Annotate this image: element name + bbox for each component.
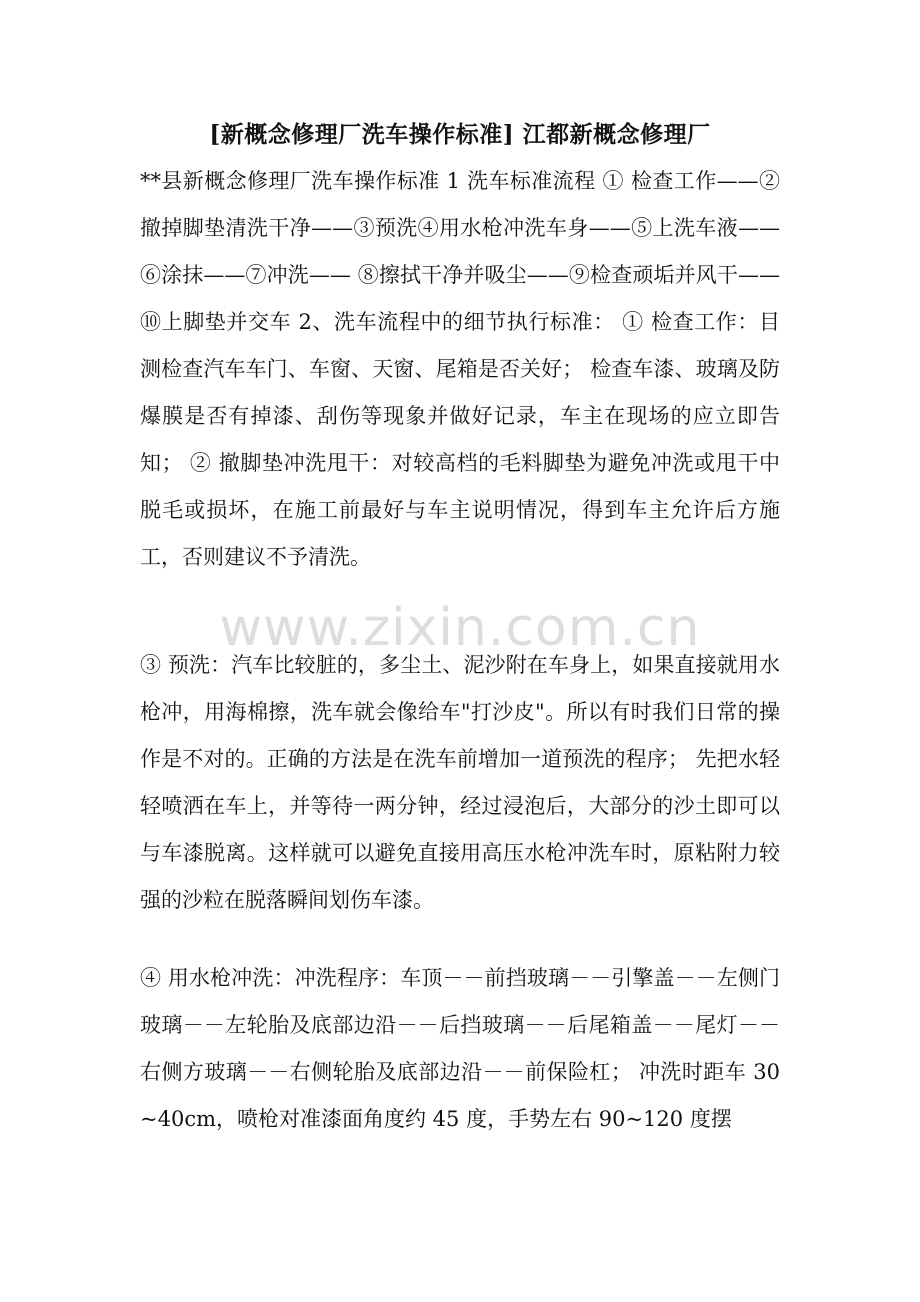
paragraph-prewash: ③ 预洗：汽车比较脏的，多尘土、泥沙附在车身上，如果直接就用水枪冲，用海棉擦，洗车就会像给车"打沙皮"。所以有时我们日常的操作是不对的。正确的方法是在洗车前增加一道预洗的程序； 先把水轻轻喷洒在车上，并等待一两分钟，经过浸泡后，大部分的沙土即可以与车漆脱离。这样就可以避免直接用高压水枪冲洗车时，原粘附力较强的沙粒在脱落瞬间划伤车漆。 — [140, 653, 780, 912]
watermark-text: www.zixin.com.cn — [219, 598, 701, 658]
paragraph-wash-procedure: **县新概念修理厂洗车操作标准 1 洗车标准流程 ① 检查工作——②撤掉脚垫清洗干净——③预洗④用水枪冲洗车身——⑤上洗车液——⑥涂抹——⑦冲洗—— ⑧擦拭干净并吸尘——⑨检查顽垢并风干——⑩上脚垫并交车 2、洗车流程中的细节执行标准： ① 检查工作：目测检查汽车车门、车窗、天窗、尾箱是否关好； 检查车漆、玻璃及防爆膜是否有掉漆、刮伤等现象并做好记录，车主在现场的应立即告知； ② 撤脚垫冲洗甩干：对较高档的毛料脚垫为避免冲洗或甩干中脱毛或损坏，在施工前最好与车主说明情况，得到车主允许后方施工，否则建议不予清洗。 — [140, 169, 780, 569]
paragraph-water-gun-rinse: ④ 用水枪冲洗：冲洗程序：车顶－－前挡玻璃－－引擎盖－－左侧门玻璃－－左轮胎及底部边沿－－后挡玻璃－－后尾箱盖－－尾灯－－右侧方玻璃－－右侧轮胎及底部边沿－－前保险杠； 冲洗时距车 30~40cm，喷枪对准漆面角度约 45 度，手势左右 90~120 度摆 — [140, 966, 780, 1131]
document-title: [新概念修理厂洗车操作标准] 江都新概念修理厂 — [209, 121, 711, 148]
